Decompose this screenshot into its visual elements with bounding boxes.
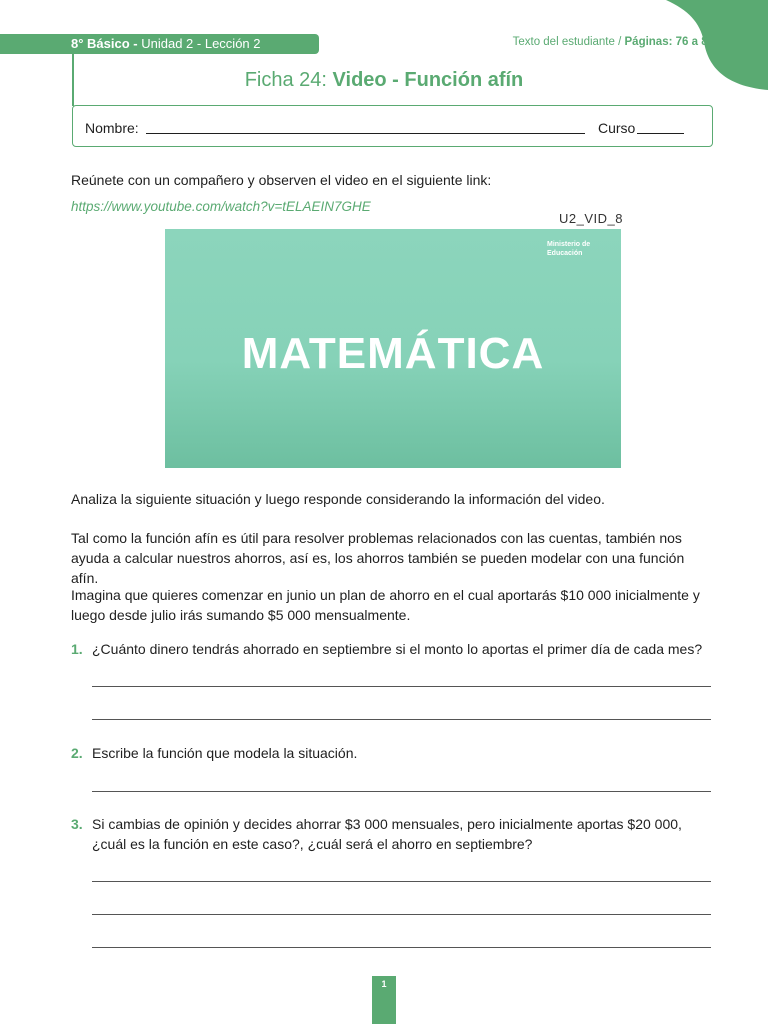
answer-line[interactable]: [92, 719, 711, 720]
course-label: Curso: [598, 120, 636, 136]
question-text-line-1: Si cambias de opinión y decides ahorrar $3 000 mensuales, pero inicialmente aportas $20 000,: [92, 816, 682, 832]
context-paragraph-line-2: ayuda a calcular nuestros ahorros, así es, los ahorros también se pueden modelar con una función afín.: [71, 550, 685, 586]
pages-label: Páginas: 76 a 81: [624, 36, 714, 48]
video-title: MATEMÁTICA: [241, 329, 545, 378]
answer-line[interactable]: [92, 881, 711, 882]
course-field[interactable]: [637, 133, 684, 134]
question-text: Escribe la función que modela la situación.: [92, 745, 358, 761]
source-label: Texto del estudiante /: [512, 36, 622, 48]
answer-line[interactable]: [92, 914, 711, 915]
video-thumbnail[interactable]: [165, 229, 621, 468]
video-code: U2_VID_8: [559, 211, 623, 226]
title-prefix: Ficha 24:: [244, 69, 327, 91]
video-link[interactable]: https://www.youtube.com/watch?v=tELAEIN7GHE: [71, 199, 371, 214]
question-number: 1.: [71, 641, 83, 657]
grade-label: 8° Básico -: [71, 36, 138, 51]
page-number: 1: [372, 976, 396, 1024]
intro-text: Reúnete con un compañero y observen el video en el siguiente link:: [71, 172, 492, 188]
question-text-line-2: ¿cuál es la función en este caso?, ¿cuál será el ahorro en septiembre?: [92, 836, 533, 852]
context-paragraph-line-1: Tal como la función afín es útil para resolver problemas relacionados con las cuentas, también nos: [71, 530, 682, 546]
question-3: [71, 814, 711, 854]
name-label: Nombre:: [85, 120, 139, 136]
unit-lesson-label: Unidad 2 - Lección 2: [141, 36, 261, 51]
answer-line[interactable]: [92, 947, 711, 948]
question-number: 2.: [71, 745, 83, 761]
header-bar: [0, 34, 319, 54]
answer-line[interactable]: [92, 686, 711, 687]
scenario-paragraph-line-1: Imagina que quieres comenzar en junio un plan de ahorro en el cual aportarás $10 000 inicialmente y: [71, 587, 700, 603]
question-1: [71, 639, 711, 659]
question-number: 3.: [71, 816, 83, 832]
worksheet-title: [0, 69, 768, 92]
title-main: Video - Función afín: [332, 69, 524, 91]
name-field[interactable]: [146, 133, 585, 134]
question-text: ¿Cuánto dinero tendrás ahorrado en septiembre si el monto lo aportas el primer día de cada mes?: [92, 641, 703, 657]
ministry-logo: Ministerio de Educación: [547, 241, 591, 257]
answer-line[interactable]: [92, 791, 711, 792]
source-reference: [513, 36, 714, 48]
question-2: [71, 743, 711, 763]
instruction-paragraph: Analiza la siguiente situación y luego responde considerando la información del video.: [71, 491, 605, 507]
scenario-paragraph-line-2: luego desde julio irás sumando $5 000 mensualmente.: [71, 607, 411, 623]
